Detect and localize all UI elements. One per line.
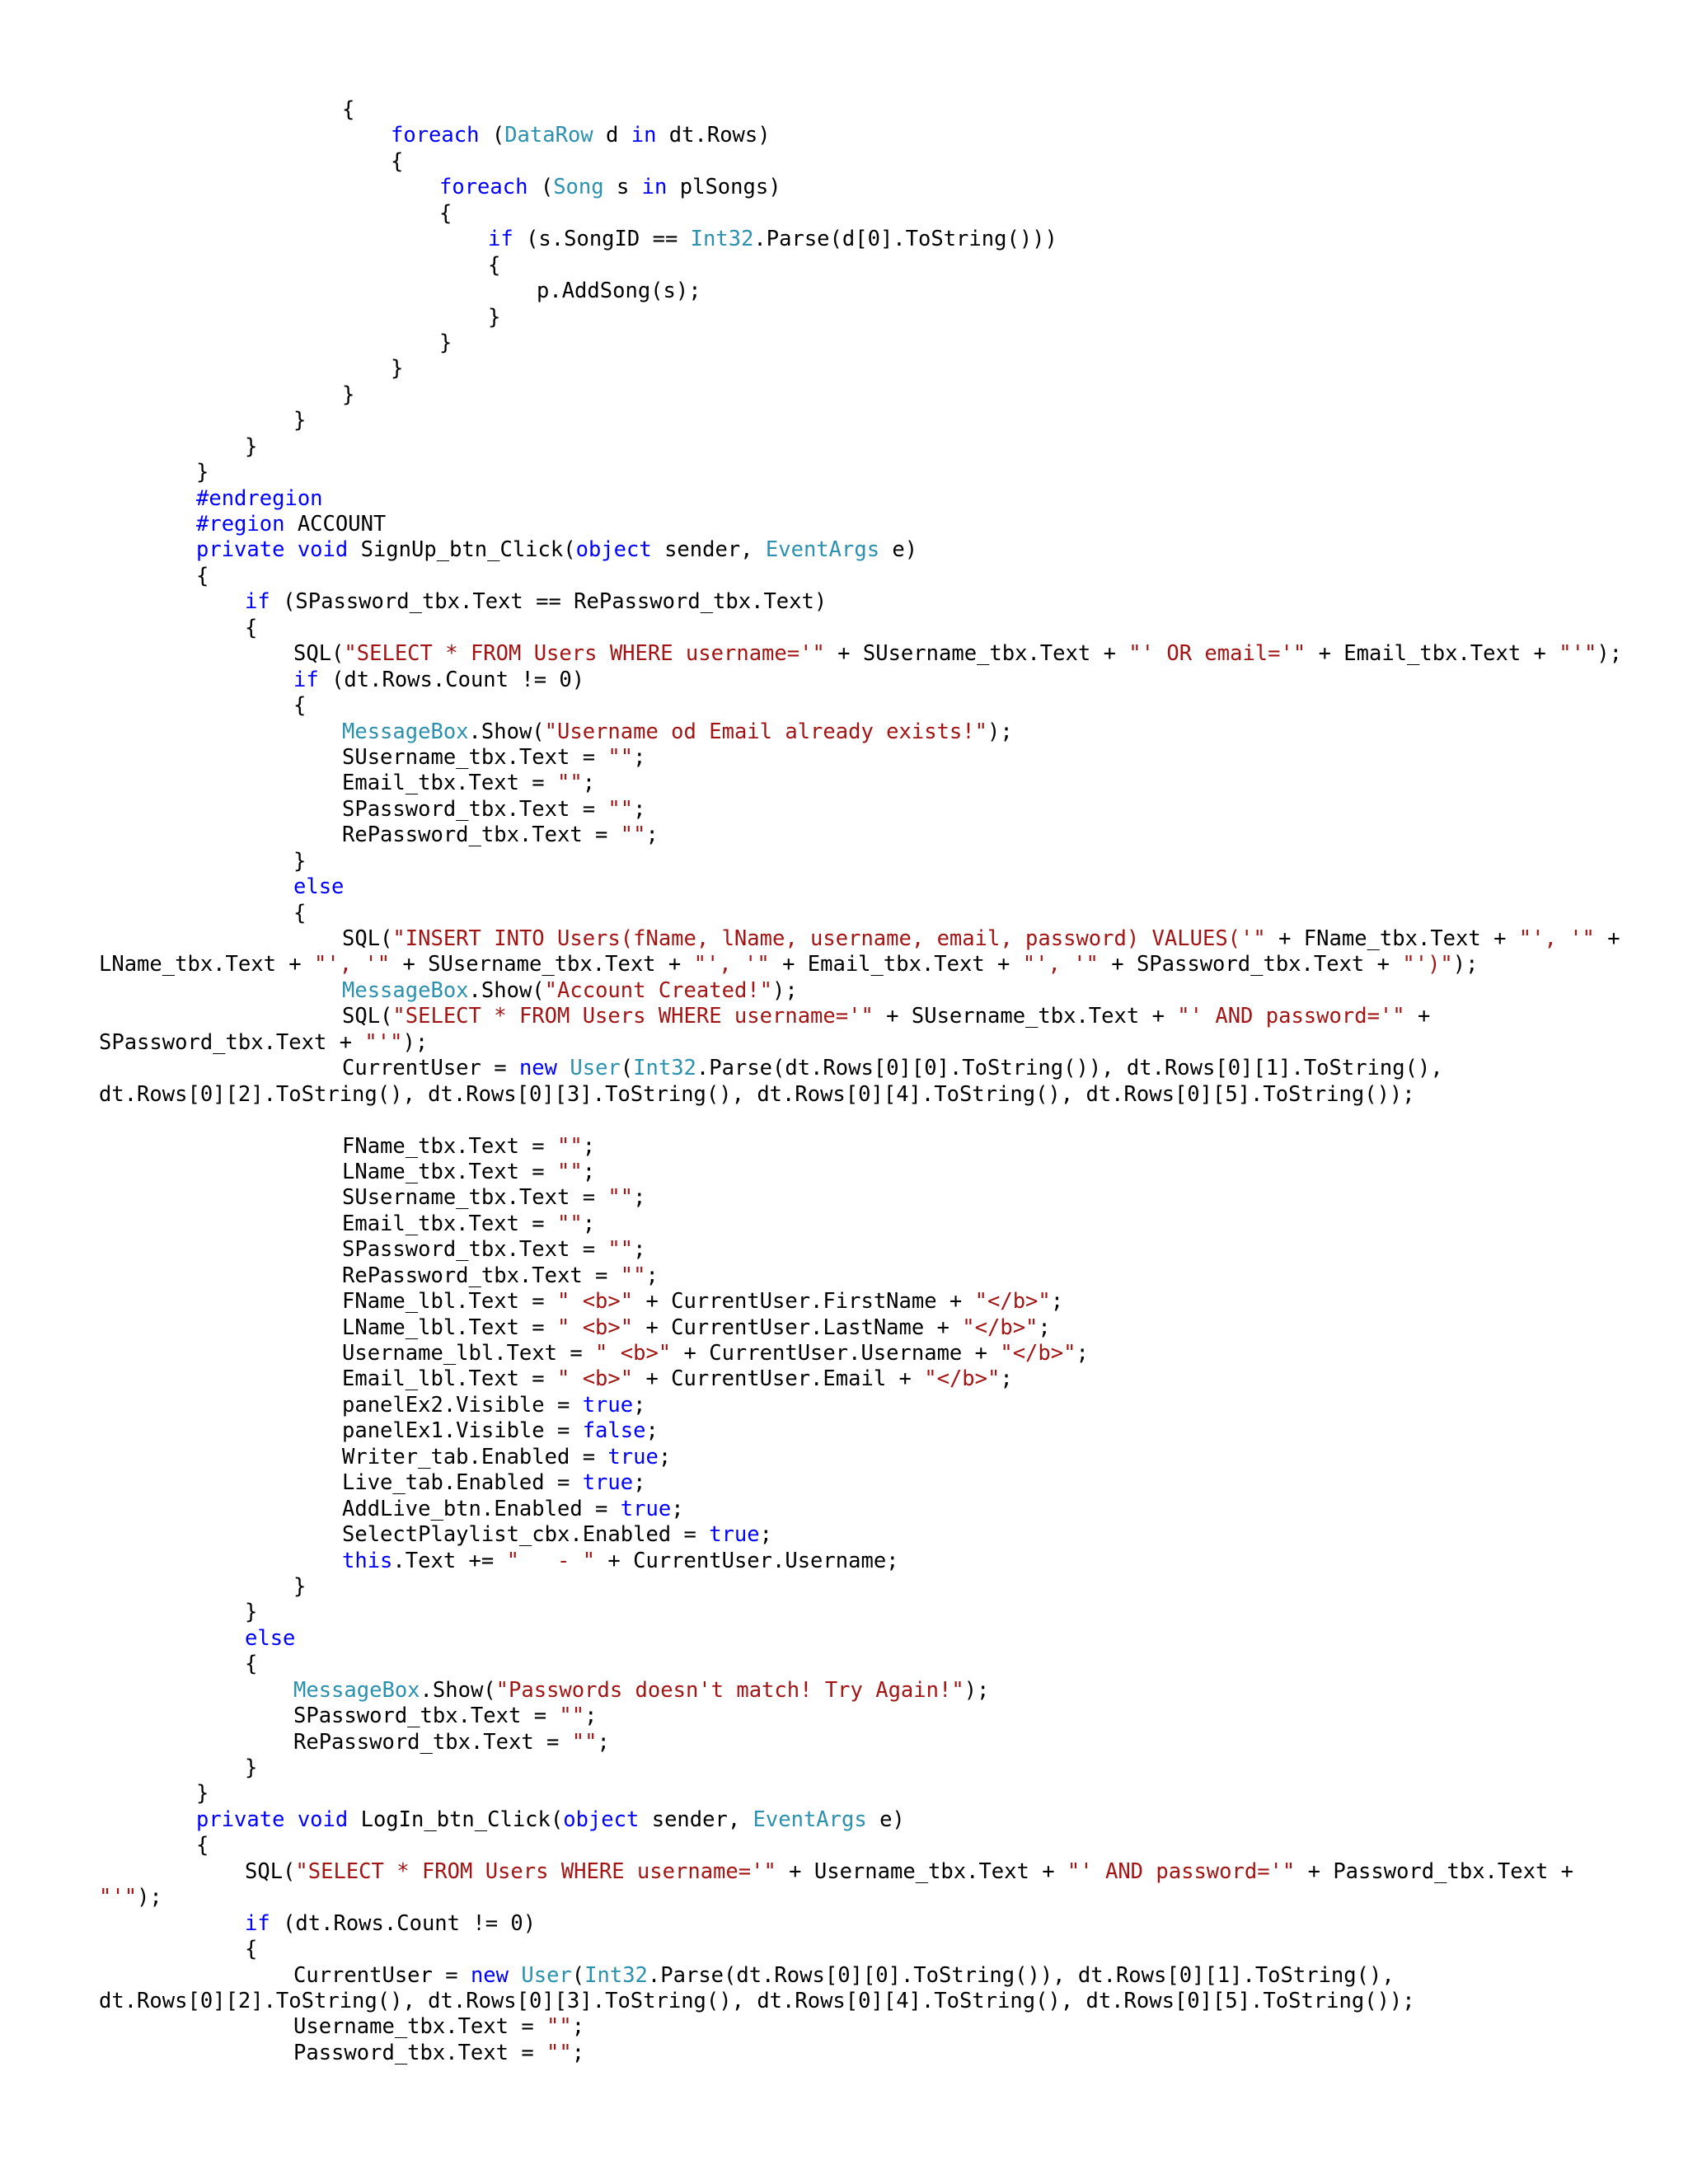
code-line bbox=[0, 408, 1688, 434]
code-text: RePassword_tbx.Text = bbox=[293, 1729, 572, 1755]
code-text: .Parse(dt.Rows[0][0].ToString()), dt.Rows[0][1].ToString(), bbox=[696, 1056, 1443, 1081]
code-string: "</b>" bbox=[924, 1366, 1001, 1392]
code-text: + SUsername_tbx.Text + bbox=[390, 952, 694, 977]
code-line bbox=[0, 1963, 1688, 1989]
code-string: "'" bbox=[1559, 641, 1597, 667]
code-text: sender, bbox=[639, 1807, 753, 1832]
code-text: ); bbox=[1597, 641, 1623, 667]
code-text: } bbox=[293, 408, 307, 434]
code-line bbox=[0, 849, 1688, 874]
code-text: SPassword_tbx.Text + bbox=[99, 1029, 365, 1055]
code-text: SPassword_tbx.Text = bbox=[342, 1237, 608, 1263]
code-text: panelEx2.Visible = bbox=[342, 1392, 583, 1418]
code-text: Username_tbx.Text = bbox=[293, 2014, 547, 2040]
code-string: "" bbox=[557, 771, 583, 796]
code-text: Live_tab.Enabled = bbox=[342, 1470, 583, 1496]
code-text: ( bbox=[620, 1056, 634, 1081]
code-text: ; bbox=[582, 1159, 596, 1184]
code-text: { bbox=[488, 252, 501, 278]
code-line bbox=[0, 952, 1688, 977]
code-text: FName_tbx.Text = bbox=[342, 1133, 557, 1159]
code-text: LName_lbl.Text = bbox=[342, 1315, 557, 1340]
code-text: } bbox=[439, 330, 452, 355]
code-text: ); bbox=[964, 1677, 990, 1703]
code-text: CurrentUser = bbox=[293, 1962, 471, 1988]
code-string: "SELECT * FROM Users WHERE username='" bbox=[295, 1858, 776, 1884]
code-text: } bbox=[245, 434, 258, 459]
code-line bbox=[0, 1937, 1688, 1962]
code-text: } bbox=[245, 1600, 258, 1625]
code-text: { bbox=[245, 615, 258, 640]
code-line bbox=[0, 1781, 1688, 1807]
code-text: ; bbox=[571, 2040, 585, 2065]
code-string: "')" bbox=[1402, 952, 1453, 977]
code-string: "</b>" bbox=[962, 1315, 1039, 1340]
code-text: ); bbox=[137, 1885, 162, 1910]
code-text: dt.Rows) bbox=[656, 123, 771, 148]
code-text: SelectPlaylist_cbx.Enabled = bbox=[342, 1522, 710, 1548]
code-type: EventArgs bbox=[753, 1807, 867, 1832]
code-text: sender, bbox=[651, 537, 766, 563]
code-keyword: foreach bbox=[439, 175, 528, 200]
code-line bbox=[0, 305, 1688, 330]
code-line bbox=[0, 434, 1688, 460]
code-text: (dt.Rows.Count != 0) bbox=[270, 1910, 537, 1936]
code-type: User bbox=[570, 1056, 621, 1081]
code-text: .Parse(d[0].ToString())) bbox=[753, 227, 1057, 252]
code-string: "INSERT INTO Users(fName, lName, username, email, password) VALUES('" bbox=[392, 926, 1266, 951]
code-text: + CurrentUser.Username + bbox=[671, 1341, 1001, 1366]
code-string: "" bbox=[557, 1211, 583, 1236]
code-line bbox=[0, 564, 1688, 589]
code-text: FName_lbl.Text = bbox=[342, 1289, 557, 1315]
code-text: ); bbox=[772, 977, 798, 1003]
code-text: { bbox=[391, 148, 404, 174]
code-text: } bbox=[196, 1781, 209, 1807]
code-line bbox=[0, 382, 1688, 408]
code-string: "' OR email='" bbox=[1128, 641, 1306, 667]
code-line bbox=[0, 745, 1688, 771]
code-text: ; bbox=[582, 1133, 596, 1159]
code-line bbox=[0, 486, 1688, 512]
code-text: ( bbox=[571, 1962, 585, 1988]
code-line bbox=[0, 330, 1688, 356]
code-text: + CurrentUser.FirstName + bbox=[633, 1289, 975, 1315]
code-text: Username_lbl.Text = bbox=[342, 1341, 596, 1366]
code-text: e) bbox=[866, 1807, 905, 1832]
code-text: ; bbox=[597, 1729, 610, 1755]
code-text: SUsername_tbx.Text = bbox=[342, 1185, 608, 1211]
code-text: + Username_tbx.Text + bbox=[776, 1858, 1067, 1884]
code-line bbox=[0, 1522, 1688, 1548]
code-line bbox=[0, 1212, 1688, 1237]
code-text bbox=[284, 537, 297, 562]
code-line bbox=[0, 589, 1688, 615]
code-string: "SELECT * FROM Users WHERE username='" bbox=[344, 641, 825, 667]
code-text: { bbox=[245, 1937, 258, 1962]
code-text: ); bbox=[987, 719, 1013, 744]
code-line bbox=[0, 1989, 1688, 2014]
code-line bbox=[0, 771, 1688, 796]
code-line bbox=[0, 901, 1688, 926]
code-text: Email_tbx.Text = bbox=[342, 1211, 557, 1236]
code-line bbox=[0, 512, 1688, 537]
code-line bbox=[0, 641, 1688, 667]
code-text: ; bbox=[1076, 1341, 1089, 1366]
code-line bbox=[0, 823, 1688, 848]
code-line bbox=[0, 1574, 1688, 1600]
code-string: " <b>" bbox=[557, 1366, 634, 1392]
code-text: + Email_tbx.Text + bbox=[769, 952, 1023, 977]
code-line bbox=[0, 874, 1688, 900]
code-text: plSongs) bbox=[667, 175, 781, 200]
code-text: + SPassword_tbx.Text + bbox=[1098, 952, 1403, 977]
code-text: { bbox=[293, 900, 307, 926]
code-text: d bbox=[593, 123, 631, 148]
code-text: Writer_tab.Enabled = bbox=[342, 1444, 608, 1469]
code-line bbox=[0, 356, 1688, 382]
code-string: "' AND password='" bbox=[1067, 1858, 1296, 1884]
code-keyword: true bbox=[607, 1444, 659, 1469]
code-keyword: else bbox=[293, 874, 345, 900]
code-line bbox=[0, 537, 1688, 563]
code-line bbox=[0, 926, 1688, 952]
code-text: ; bbox=[633, 1470, 646, 1496]
code-keyword: void bbox=[297, 1807, 349, 1832]
code-line bbox=[0, 1549, 1688, 1574]
code-keyword: else bbox=[245, 1625, 296, 1651]
code-string: "" bbox=[607, 744, 634, 770]
code-string: "Username od Email already exists!" bbox=[544, 719, 987, 744]
code-line bbox=[0, 1366, 1688, 1392]
code-line bbox=[0, 719, 1688, 745]
code-string: " <b>" bbox=[595, 1341, 672, 1366]
code-text: p.AddSong(s); bbox=[537, 279, 701, 304]
code-line bbox=[0, 1160, 1688, 1185]
code-listing bbox=[0, 97, 1688, 2066]
code-line bbox=[0, 797, 1688, 823]
code-line bbox=[0, 1859, 1688, 1885]
code-string: "" bbox=[559, 1704, 585, 1729]
code-text: + Email_tbx.Text + bbox=[1306, 641, 1559, 667]
code-keyword: object bbox=[575, 537, 652, 563]
code-text: + CurrentUser.Email + bbox=[633, 1366, 925, 1392]
code-text: .Text += bbox=[392, 1548, 507, 1573]
code-text: ; bbox=[584, 1704, 598, 1729]
code-text: ; bbox=[645, 1263, 659, 1288]
code-string: "Passwords doesn't match! Try Again!" bbox=[495, 1677, 964, 1703]
code-line bbox=[0, 149, 1688, 175]
code-keyword: this bbox=[342, 1548, 393, 1573]
code-keyword: if bbox=[245, 589, 270, 615]
code-keyword: false bbox=[582, 1418, 646, 1444]
code-text bbox=[284, 1807, 297, 1832]
code-text: SQL( bbox=[342, 926, 393, 951]
code-line bbox=[0, 1237, 1688, 1263]
code-string: "" bbox=[620, 823, 646, 848]
code-text: } bbox=[391, 356, 404, 382]
code-text bbox=[557, 1056, 570, 1080]
code-string: " - " bbox=[506, 1548, 596, 1573]
code-keyword: in bbox=[631, 123, 657, 148]
code-line bbox=[0, 693, 1688, 719]
code-keyword: true bbox=[620, 1496, 672, 1521]
code-text: ; bbox=[759, 1522, 772, 1548]
code-string: "" bbox=[557, 1133, 583, 1159]
code-line bbox=[0, 668, 1688, 693]
code-text: s bbox=[603, 175, 642, 200]
code-keyword: object bbox=[563, 1807, 640, 1832]
code-text: dt.Rows[0][2].ToString(), dt.Rows[0][3].ToString(), dt.Rows[0][4].ToString(), dt.Rows[0][5].ToString()); bbox=[99, 1988, 1415, 2013]
code-text: ; bbox=[582, 1211, 596, 1236]
code-keyword: in bbox=[641, 175, 668, 200]
code-keyword: true bbox=[582, 1392, 634, 1418]
code-text: + bbox=[1404, 1004, 1431, 1029]
code-text: panelEx1.Visible = bbox=[342, 1418, 583, 1444]
code-text: ; bbox=[633, 796, 646, 822]
code-text: ; bbox=[1038, 1315, 1051, 1340]
code-text: + SUsername_tbx.Text + bbox=[824, 641, 1129, 667]
code-text: ACCOUNT bbox=[284, 512, 387, 537]
code-line bbox=[0, 1004, 1688, 1029]
code-text: ; bbox=[671, 1496, 684, 1521]
code-text: } bbox=[293, 848, 307, 874]
code-text: ; bbox=[1000, 1366, 1013, 1392]
code-line bbox=[0, 175, 1688, 200]
code-keyword: void bbox=[297, 537, 349, 563]
code-line bbox=[0, 1185, 1688, 1211]
code-text: SQL( bbox=[293, 641, 345, 667]
code-text: { bbox=[342, 97, 355, 122]
code-text: SPassword_tbx.Text = bbox=[342, 796, 608, 822]
code-text: ; bbox=[633, 744, 646, 770]
code-text: ( bbox=[528, 175, 554, 200]
code-line bbox=[0, 616, 1688, 641]
code-line bbox=[0, 97, 1688, 123]
code-line bbox=[0, 253, 1688, 279]
code-line bbox=[0, 1885, 1688, 1910]
code-text: { bbox=[245, 1652, 258, 1677]
code-type: EventArgs bbox=[765, 537, 880, 563]
code-type: MessageBox bbox=[342, 977, 469, 1003]
code-string: "' AND password='" bbox=[1177, 1004, 1405, 1029]
code-line bbox=[0, 1030, 1688, 1056]
code-text bbox=[509, 1963, 521, 1988]
code-string: " <b>" bbox=[557, 1289, 634, 1315]
code-text: RePassword_tbx.Text = bbox=[342, 823, 621, 848]
code-string: "" bbox=[607, 796, 634, 822]
code-keyword: if bbox=[293, 667, 319, 692]
code-line bbox=[0, 1263, 1688, 1289]
code-line bbox=[0, 1341, 1688, 1366]
code-line bbox=[0, 1289, 1688, 1315]
code-type: Int32 bbox=[633, 1056, 696, 1081]
code-text: dt.Rows[0][2].ToString(), dt.Rows[0][3].ToString(), dt.Rows[0][4].ToString(), dt.Rows[0][5].ToString()); bbox=[99, 1081, 1415, 1107]
code-text: ; bbox=[571, 2014, 585, 2040]
code-type: MessageBox bbox=[293, 1677, 420, 1703]
code-line bbox=[0, 1134, 1688, 1160]
code-line bbox=[0, 1678, 1688, 1704]
code-text: SPassword_tbx.Text = bbox=[293, 1704, 560, 1729]
code-line bbox=[0, 1418, 1688, 1444]
code-keyword: private bbox=[196, 1807, 285, 1832]
code-text: CurrentUser = bbox=[342, 1056, 519, 1081]
code-text: + Password_tbx.Text + bbox=[1295, 1858, 1574, 1884]
code-text: SQL( bbox=[245, 1858, 296, 1884]
code-string: "</b>" bbox=[1000, 1341, 1076, 1366]
code-text: ; bbox=[582, 771, 596, 796]
code-string: "', '" bbox=[1022, 952, 1099, 977]
code-string: "Account Created!" bbox=[544, 977, 772, 1003]
code-text: + SUsername_tbx.Text + bbox=[873, 1004, 1178, 1029]
code-text: LName_tbx.Text = bbox=[342, 1159, 557, 1184]
code-keyword: true bbox=[582, 1470, 634, 1496]
code-text: ; bbox=[633, 1185, 646, 1211]
code-text: LogIn_btn_Click( bbox=[348, 1807, 564, 1832]
code-text: ; bbox=[645, 823, 659, 848]
code-text: ); bbox=[402, 1029, 429, 1055]
code-string: "" bbox=[546, 2014, 572, 2040]
code-text: } bbox=[488, 304, 501, 330]
code-keyword: new bbox=[518, 1056, 557, 1081]
code-text: LName_tbx.Text + bbox=[99, 952, 314, 977]
code-string: "" bbox=[607, 1237, 634, 1263]
code-line bbox=[0, 227, 1688, 252]
code-text: (s.SongID == bbox=[513, 227, 691, 252]
code-keyword: true bbox=[709, 1522, 760, 1548]
code-text: AddLive_btn.Enabled = bbox=[342, 1496, 621, 1521]
code-text: { bbox=[439, 200, 452, 226]
code-line bbox=[0, 460, 1688, 485]
code-text: SUsername_tbx.Text = bbox=[342, 744, 608, 770]
code-keyword: #region bbox=[196, 512, 285, 537]
code-text: } bbox=[245, 1755, 258, 1780]
code-string: "', '" bbox=[693, 952, 770, 977]
code-text: } bbox=[196, 460, 209, 485]
code-line bbox=[0, 1445, 1688, 1470]
code-keyword: if bbox=[488, 227, 513, 252]
code-line bbox=[0, 1497, 1688, 1522]
code-string: "</b>" bbox=[974, 1289, 1051, 1315]
code-string: "', '" bbox=[1518, 926, 1595, 951]
code-line bbox=[0, 978, 1688, 1004]
code-line bbox=[0, 1911, 1688, 1937]
code-keyword: if bbox=[245, 1910, 270, 1936]
code-text: } bbox=[342, 382, 355, 407]
code-line bbox=[0, 2014, 1688, 2040]
code-type: User bbox=[521, 1962, 572, 1988]
code-text: ; bbox=[633, 1237, 646, 1263]
code-line bbox=[0, 1393, 1688, 1418]
code-text: ( bbox=[479, 123, 505, 148]
code-line bbox=[0, 1108, 1688, 1133]
code-line bbox=[0, 1652, 1688, 1677]
code-keyword: foreach bbox=[391, 123, 480, 148]
code-string: "SELECT * FROM Users WHERE username='" bbox=[392, 1004, 874, 1029]
code-text: { bbox=[293, 693, 307, 719]
code-string: "" bbox=[620, 1263, 646, 1288]
code-text: ); bbox=[1452, 952, 1479, 977]
code-string: "'" bbox=[364, 1029, 403, 1055]
code-text: + CurrentUser.LastName + bbox=[633, 1315, 963, 1340]
code-line bbox=[0, 1082, 1688, 1108]
code-line bbox=[0, 201, 1688, 227]
code-line bbox=[0, 1704, 1688, 1729]
code-string: "" bbox=[546, 2040, 572, 2065]
code-line bbox=[0, 1833, 1688, 1858]
code-text: ; bbox=[658, 1444, 672, 1469]
code-line bbox=[0, 1730, 1688, 1755]
code-text: Email_tbx.Text = bbox=[342, 771, 557, 796]
code-text: + FName_tbx.Text + bbox=[1265, 926, 1519, 951]
code-type: MessageBox bbox=[342, 719, 469, 744]
code-text: } bbox=[293, 1573, 307, 1599]
code-text: RePassword_tbx.Text = bbox=[342, 1263, 621, 1288]
code-type: Song bbox=[553, 175, 604, 200]
code-text: { bbox=[196, 1833, 209, 1858]
code-line bbox=[0, 2041, 1688, 2066]
code-text: .Show( bbox=[468, 977, 545, 1003]
code-keyword: new bbox=[470, 1962, 509, 1988]
code-text: ; bbox=[633, 1392, 646, 1418]
code-keyword: private bbox=[196, 537, 285, 563]
code-line bbox=[0, 279, 1688, 304]
code-string: "" bbox=[607, 1185, 634, 1211]
code-text: + CurrentUser.Username; bbox=[595, 1548, 899, 1573]
code-text: SQL( bbox=[342, 1004, 393, 1029]
code-text: (dt.Rows.Count != 0) bbox=[318, 667, 585, 692]
code-string: "" bbox=[557, 1159, 583, 1184]
code-text: ; bbox=[645, 1418, 659, 1444]
code-keyword: #endregion bbox=[196, 485, 323, 511]
code-string: " <b>" bbox=[557, 1315, 634, 1340]
code-text: ; bbox=[1050, 1289, 1064, 1315]
code-line bbox=[0, 1470, 1688, 1496]
code-line bbox=[0, 123, 1688, 148]
code-line bbox=[0, 1315, 1688, 1341]
code-string: "', '" bbox=[314, 952, 391, 977]
code-text: { bbox=[196, 563, 209, 588]
code-string: "'" bbox=[99, 1885, 138, 1910]
code-type: Int32 bbox=[690, 227, 754, 252]
code-type: Int32 bbox=[584, 1962, 648, 1988]
code-type: DataRow bbox=[504, 123, 593, 148]
code-line bbox=[0, 1600, 1688, 1625]
code-line bbox=[0, 1056, 1688, 1081]
code-string: "" bbox=[571, 1729, 598, 1755]
code-text: + bbox=[1594, 926, 1620, 951]
code-text: .Parse(dt.Rows[0][0].ToString()), dt.Rows[0][1].ToString(), bbox=[647, 1962, 1395, 1988]
code-text: SignUp_btn_Click( bbox=[348, 537, 576, 563]
code-text: .Show( bbox=[420, 1677, 496, 1703]
code-line bbox=[0, 1755, 1688, 1781]
code-line bbox=[0, 1626, 1688, 1652]
code-text: Password_tbx.Text = bbox=[293, 2040, 547, 2065]
code-text: .Show( bbox=[468, 719, 545, 744]
code-line bbox=[0, 1807, 1688, 1833]
code-text: e) bbox=[879, 537, 918, 563]
code-text: (SPassword_tbx.Text == RePassword_tbx.Text) bbox=[270, 589, 828, 615]
code-text: Email_lbl.Text = bbox=[342, 1366, 557, 1392]
